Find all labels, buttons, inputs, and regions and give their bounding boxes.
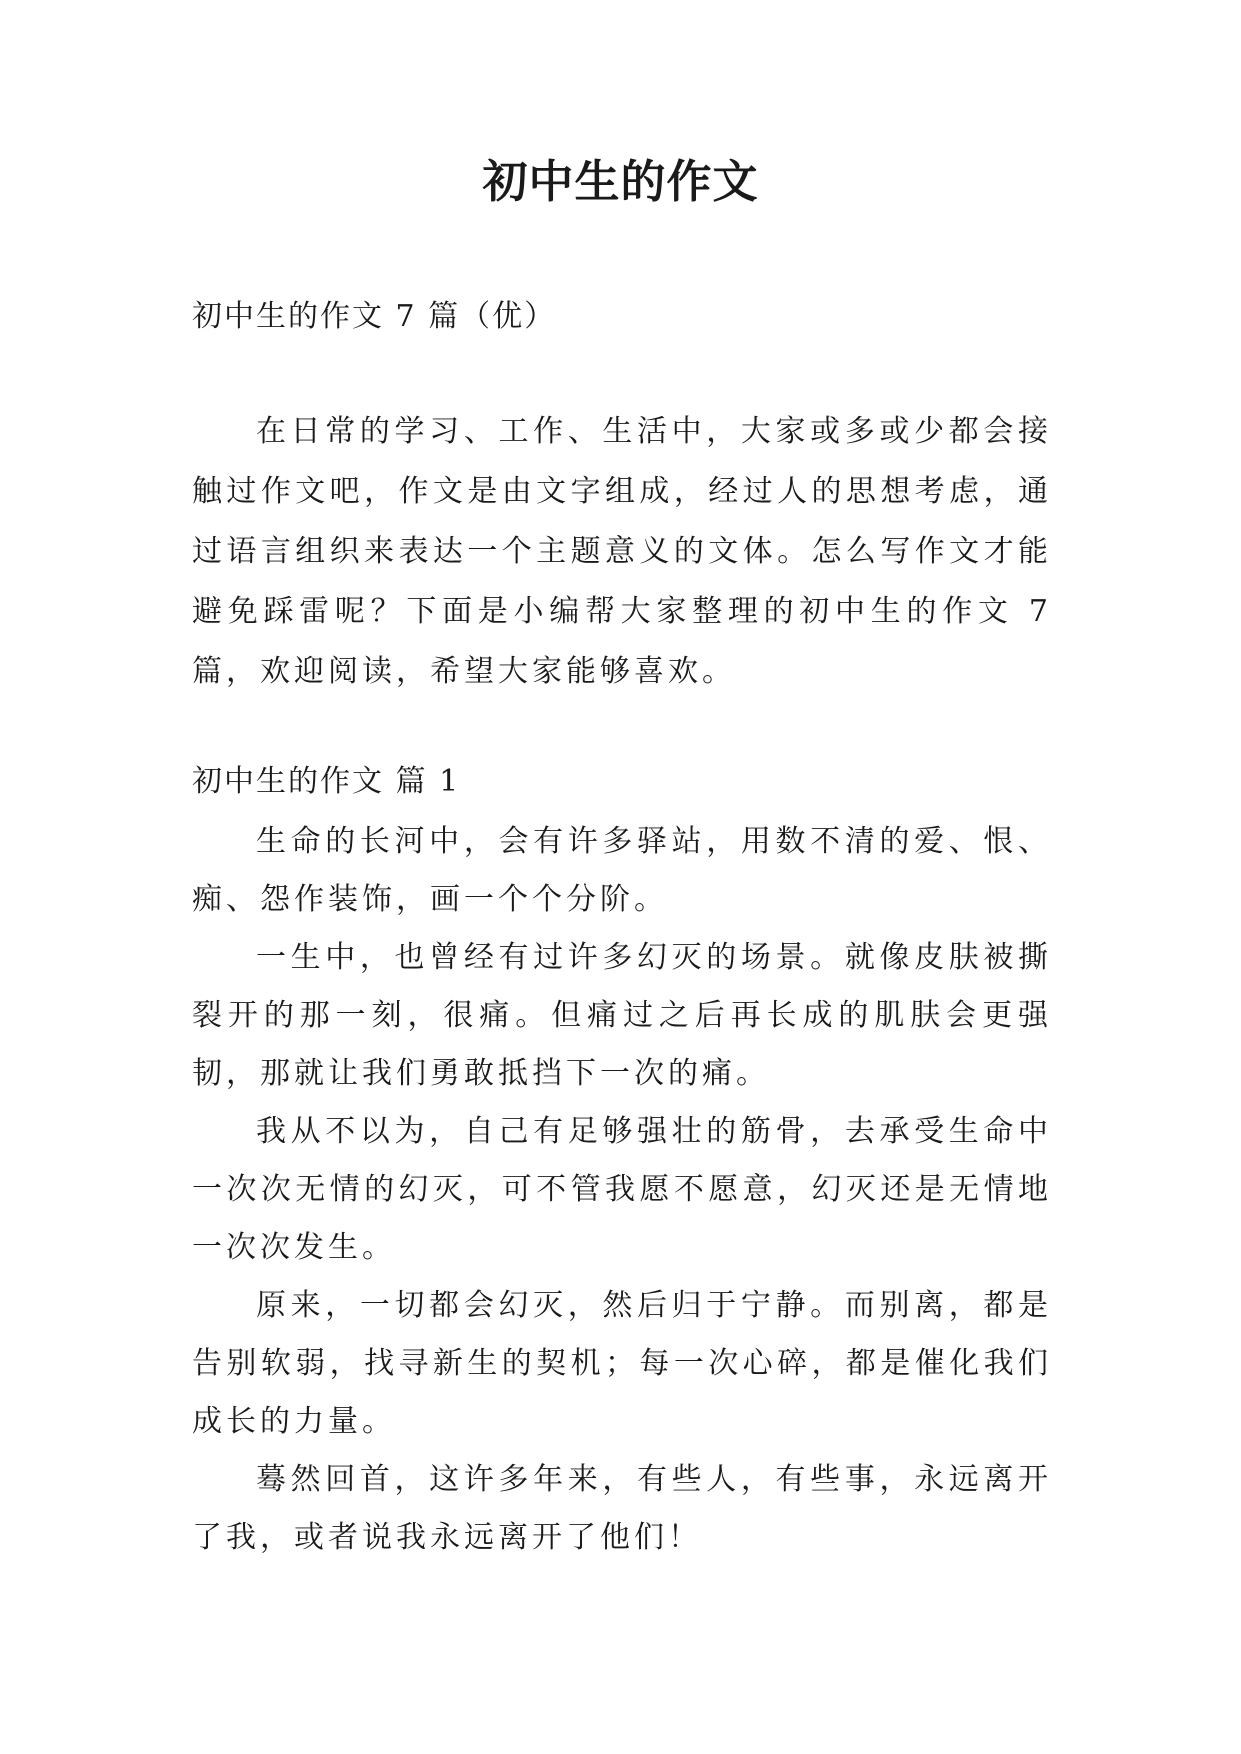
section-body: [192, 813, 1052, 1567]
document-subtitle: 初中生的作文 7 篇（优）: [192, 299, 557, 334]
body-paragraph-3: 我从不以为，自己有足够强壮的筋骨，去承受生命中一次次无情的幻灭，可不管我愿不愿意，幻灭还是无情地一次次发生。: [192, 1114, 1052, 1265]
document-title: 初中生的作文: [482, 155, 759, 208]
body-paragraph-5: 蓦然回首，这许多年来，有些人，有些事，永远离开了我，或者说我永远离开了他们！: [192, 1462, 1052, 1555]
body-paragraph-1: 生命的长河中，会有许多驿站，用数不清的爱、恨、痴、怨作装饰，画一个个分阶。: [192, 824, 1052, 917]
section-heading: 初中生的作文 篇 1: [192, 764, 461, 799]
body-paragraph-4: 原来，一切都会幻灭，然后归于宁静。而别离，都是告别软弱，找寻新生的契机；每一次心碎，都是催化我们成长的力量。: [192, 1288, 1052, 1439]
intro-paragraph: 在日常的学习、工作、生活中，大家或多或少都会接触过作文吧，作文是由文字组成，经过人的思想考虑，通过语言组织来表达一个主题意义的文体。怎么写作文才能避免踩雷呢？下面是小编帮大家整理的初中生的作文 7 篇，欢迎阅读，希望大家能够喜欢。: [192, 414, 1052, 689]
body-paragraph-2: 一生中，也曾经有过许多幻灭的场景。就像皮肤被撕裂开的那一刻，很痛。但痛过之后再长成的肌肤会更强韧，那就让我们勇敢抵挡下一次的痛。: [192, 940, 1052, 1091]
